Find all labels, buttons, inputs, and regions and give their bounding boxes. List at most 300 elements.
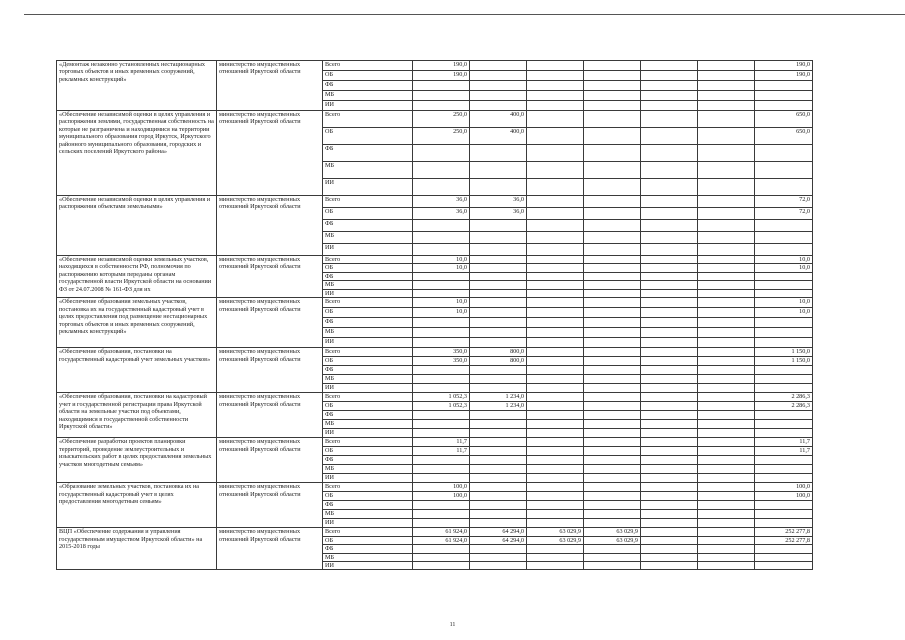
amount-cell [413,411,470,420]
amount-cell [641,375,698,384]
total-amount-cell [755,318,813,328]
amount-cell: 250,0 [413,111,470,128]
total-amount-cell [755,281,813,289]
amount-cell: 61 924,0 [413,536,470,544]
amount-cell [698,492,755,501]
amount-cell [527,553,584,561]
total-amount-cell [755,519,813,528]
amount-cell: 800,0 [470,357,527,366]
funding-source-cell: ИИ [323,474,413,483]
funding-source-cell: ОБ [323,264,413,272]
amount-cell [641,256,698,264]
amount-cell: 36,0 [470,196,527,208]
amount-cell [470,456,527,465]
amount-cell [641,232,698,244]
table-row [57,298,813,308]
amount-cell [698,220,755,232]
amount-cell [527,244,584,256]
amount-cell [641,91,698,101]
amount-cell [527,429,584,438]
amount-cell [641,447,698,456]
amount-cell [584,145,641,162]
total-amount-cell [755,375,813,384]
amount-cell [470,474,527,483]
funding-source-cell: ФБ [323,545,413,553]
amount-cell [698,162,755,179]
funding-source-cell: Всего [323,298,413,308]
amount-cell [413,429,470,438]
amount-cell [698,308,755,318]
amount-cell: 1 234,0 [470,393,527,402]
amount-cell [527,474,584,483]
amount-cell [698,528,755,536]
amount-cell [641,553,698,561]
responsible-executor-cell: министерство имущественных отношений Иркутской области [217,111,323,196]
amount-cell [413,272,470,280]
amount-cell [698,384,755,393]
amount-cell [641,465,698,474]
funding-source-cell: ФБ [323,366,413,375]
funding-source-cell: ФБ [323,318,413,328]
total-amount-cell [755,145,813,162]
total-amount-cell: 11,7 [755,447,813,456]
amount-cell [584,71,641,81]
amount-cell [641,328,698,338]
amount-cell [641,474,698,483]
amount-cell [584,91,641,101]
funding-source-cell: ИИ [323,179,413,196]
amount-cell [470,492,527,501]
table-row [57,528,813,536]
budget-table [56,60,813,570]
amount-cell [470,145,527,162]
amount-cell [584,411,641,420]
amount-cell [641,528,698,536]
responsible-executor-cell: министерство имущественных отношений Иркутской области [217,528,323,570]
amount-cell [641,81,698,91]
amount-cell: 64 294,0 [470,528,527,536]
amount-cell [698,545,755,553]
amount-cell [470,281,527,289]
amount-cell [641,308,698,318]
amount-cell [413,338,470,348]
total-amount-cell: 252 277,8 [755,536,813,544]
amount-cell [641,384,698,393]
amount-cell [413,545,470,553]
amount-cell [584,456,641,465]
amount-cell [641,61,698,71]
table-row [57,348,813,357]
amount-cell [527,420,584,429]
amount-cell [584,465,641,474]
amount-cell [413,384,470,393]
amount-cell: 10,0 [413,298,470,308]
amount-cell [698,208,755,220]
activity-name-cell: «Образование земельных участков, постановка их на государственный кадастровый учет в целях предоставления многодетным семьям» [57,483,217,528]
amount-cell: 11,7 [413,447,470,456]
amount-cell [584,357,641,366]
funding-source-cell: ФБ [323,81,413,91]
funding-source-cell: ОБ [323,71,413,81]
amount-cell: 63 029,9 [584,536,641,544]
total-amount-cell: 1 150,0 [755,357,813,366]
total-amount-cell [755,328,813,338]
amount-cell [584,402,641,411]
amount-cell [470,61,527,71]
amount-cell [584,264,641,272]
activity-name-cell: «Обеспечение независимой оценки в целях управления и распоряжения землями, государственная собственность на которые не разграничена и находящимися на территории муниципального образования город Иркутск, Иркутского районного муниципального образования, городских и сельских поселений Иркутского района» [57,111,217,196]
amount-cell [641,510,698,519]
amount-cell [698,298,755,308]
funding-source-cell: Всего [323,256,413,264]
amount-cell [698,348,755,357]
amount-cell: 64 294,0 [470,536,527,544]
amount-cell [698,91,755,101]
amount-cell [698,272,755,280]
amount-cell [413,145,470,162]
amount-cell [584,232,641,244]
amount-cell [584,510,641,519]
amount-cell [470,384,527,393]
amount-cell [641,438,698,447]
amount-cell [527,61,584,71]
amount-cell [470,561,527,569]
amount-cell [527,545,584,553]
total-amount-cell [755,179,813,196]
page-number: 11 [449,622,456,628]
amount-cell [470,411,527,420]
amount-cell [698,510,755,519]
amount-cell [527,328,584,338]
amount-cell: 10,0 [413,308,470,318]
amount-cell [527,264,584,272]
total-amount-cell: 100,0 [755,483,813,492]
funding-source-cell: Всего [323,61,413,71]
amount-cell [641,402,698,411]
total-amount-cell: 10,0 [755,298,813,308]
amount-cell [641,244,698,256]
amount-cell [527,91,584,101]
activity-name-cell: «Обеспечение разработки проектов планировки территорий, проведение землеустроительных и изыскательских работ в целях предоставления земельных участков многодетным семьям» [57,438,217,483]
amount-cell [584,289,641,297]
amount-cell [641,483,698,492]
amount-cell [470,71,527,81]
amount-cell [470,553,527,561]
amount-cell [413,179,470,196]
amount-cell [527,338,584,348]
amount-cell: 190,0 [413,71,470,81]
amount-cell [470,338,527,348]
amount-cell [470,366,527,375]
amount-cell [413,162,470,179]
amount-cell [413,553,470,561]
amount-cell [641,128,698,145]
total-amount-cell [755,162,813,179]
total-amount-cell [755,545,813,553]
amount-cell [698,81,755,91]
amount-cell [527,402,584,411]
funding-source-cell: ИИ [323,289,413,297]
amount-cell [698,289,755,297]
amount-cell: 800,0 [470,348,527,357]
amount-cell [698,447,755,456]
amount-cell [527,196,584,208]
amount-cell [527,208,584,220]
amount-cell: 1 234,0 [470,402,527,411]
amount-cell [527,510,584,519]
amount-cell [641,289,698,297]
amount-cell [641,501,698,510]
total-amount-cell: 10,0 [755,308,813,318]
amount-cell [584,220,641,232]
amount-cell [527,561,584,569]
funding-source-cell: МБ [323,465,413,474]
amount-cell: 61 924,0 [413,528,470,536]
amount-cell [527,289,584,297]
funding-source-cell: Всего [323,111,413,128]
amount-cell [641,338,698,348]
amount-cell: 190,0 [413,61,470,71]
activity-name-cell: «Обеспечение образования, постановки на кадастровый учет и государственной регистрации права Иркутской области на земельные участки под объектами, находящимися в государственной собственности Иркутской области» [57,393,217,438]
amount-cell [470,519,527,528]
total-amount-cell: 10,0 [755,264,813,272]
amount-cell [584,375,641,384]
funding-source-cell: Всего [323,348,413,357]
amount-cell [584,438,641,447]
amount-cell [527,393,584,402]
responsible-executor-cell: министерство имущественных отношений Иркутской области [217,348,323,393]
amount-cell [641,281,698,289]
amount-cell [641,357,698,366]
funding-source-cell: ИИ [323,561,413,569]
table-row [57,483,813,492]
amount-cell [413,510,470,519]
amount-cell: 1 052,3 [413,402,470,411]
total-amount-cell: 100,0 [755,492,813,501]
total-amount-cell [755,289,813,297]
funding-source-cell: ИИ [323,244,413,256]
table-row [57,393,813,402]
total-amount-cell: 190,0 [755,61,813,71]
total-amount-cell [755,91,813,101]
total-amount-cell: 190,0 [755,71,813,81]
amount-cell: 11,7 [413,438,470,447]
amount-cell [527,483,584,492]
amount-cell [470,179,527,196]
activity-name-cell: «Обеспечение образования земельных участков, постановка их на государственный кадастровый учет в целях предоставления под размещение нестационарных торговых объектов и иных временных сооружений, рекламных конструкций» [57,298,217,348]
amount-cell [470,375,527,384]
amount-cell [641,411,698,420]
funding-source-cell: МБ [323,162,413,179]
funding-source-cell: ФБ [323,272,413,280]
amount-cell [641,145,698,162]
amount-cell [413,456,470,465]
amount-cell [584,281,641,289]
amount-cell [584,447,641,456]
amount-cell [641,272,698,280]
total-amount-cell: 2 286,3 [755,393,813,402]
amount-cell [527,465,584,474]
amount-cell [527,220,584,232]
total-amount-cell [755,384,813,393]
amount-cell [413,232,470,244]
amount-cell [698,101,755,111]
amount-cell [470,318,527,328]
funding-source-cell: ИИ [323,384,413,393]
responsible-executor-cell: министерство имущественных отношений Иркутской области [217,256,323,298]
amount-cell [698,232,755,244]
amount-cell: 36,0 [413,196,470,208]
amount-cell [527,492,584,501]
amount-cell [698,465,755,474]
total-amount-cell: 72,0 [755,208,813,220]
amount-cell [413,101,470,111]
amount-cell [470,429,527,438]
total-amount-cell: 11,7 [755,438,813,447]
amount-cell [641,101,698,111]
amount-cell [470,420,527,429]
total-amount-cell: 2 286,3 [755,402,813,411]
amount-cell [698,519,755,528]
amount-cell [527,501,584,510]
amount-cell [470,162,527,179]
amount-cell [641,196,698,208]
funding-source-cell: МБ [323,510,413,519]
table-row [57,438,813,447]
amount-cell [470,308,527,318]
amount-cell [527,145,584,162]
responsible-executor-cell: министерство имущественных отношений Иркутской области [217,393,323,438]
amount-cell [698,456,755,465]
amount-cell [470,289,527,297]
amount-cell [413,244,470,256]
amount-cell [584,545,641,553]
amount-cell [413,318,470,328]
funding-source-cell: ИИ [323,429,413,438]
amount-cell [641,208,698,220]
funding-source-cell: ФБ [323,411,413,420]
funding-source-cell: МБ [323,375,413,384]
amount-cell [527,357,584,366]
amount-cell [584,348,641,357]
amount-cell [527,375,584,384]
amount-cell [413,465,470,474]
amount-cell [641,492,698,501]
amount-cell [698,145,755,162]
amount-cell [527,111,584,128]
amount-cell [641,456,698,465]
amount-cell [641,220,698,232]
funding-source-cell: МБ [323,281,413,289]
amount-cell [470,298,527,308]
amount-cell [584,501,641,510]
amount-cell [470,438,527,447]
amount-cell [470,545,527,553]
amount-cell: 350,0 [413,357,470,366]
amount-cell [584,553,641,561]
funding-source-cell: Всего [323,196,413,208]
total-amount-cell: 1 150,0 [755,348,813,357]
amount-cell [584,429,641,438]
amount-cell [413,375,470,384]
amount-cell [698,357,755,366]
amount-cell [527,411,584,420]
funding-source-cell: ОБ [323,402,413,411]
funding-source-cell: Всего [323,438,413,447]
amount-cell [584,179,641,196]
amount-cell [584,196,641,208]
amount-cell [584,393,641,402]
amount-cell [698,179,755,196]
amount-cell [698,244,755,256]
table-row [57,111,813,128]
table-row [57,61,813,71]
amount-cell [698,393,755,402]
amount-cell [698,281,755,289]
amount-cell [584,318,641,328]
amount-cell [413,501,470,510]
amount-cell [527,179,584,196]
amount-cell: 36,0 [470,208,527,220]
total-amount-cell [755,411,813,420]
amount-cell [641,429,698,438]
amount-cell [698,501,755,510]
amount-cell [641,179,698,196]
total-amount-cell [755,220,813,232]
amount-cell [527,162,584,179]
amount-cell [584,81,641,91]
amount-cell: 100,0 [413,483,470,492]
funding-source-cell: ОБ [323,447,413,456]
amount-cell [413,91,470,101]
funding-source-cell: Всего [323,393,413,402]
funding-source-cell: ОБ [323,357,413,366]
amount-cell [641,545,698,553]
amount-cell [413,328,470,338]
amount-cell [641,111,698,128]
amount-cell [470,328,527,338]
amount-cell [527,298,584,308]
amount-cell [584,208,641,220]
amount-cell [641,536,698,544]
funding-source-cell: МБ [323,91,413,101]
amount-cell: 10,0 [413,264,470,272]
amount-cell [527,232,584,244]
total-amount-cell: 650,0 [755,111,813,128]
total-amount-cell [755,272,813,280]
amount-cell [470,232,527,244]
amount-cell [470,244,527,256]
amount-cell [641,264,698,272]
funding-source-cell: МБ [323,553,413,561]
activity-name-cell: «Демонтаж незаконно установленных нестационарных торговых объектов и иных временных сооружений, рекламных конструкций» [57,61,217,111]
amount-cell [698,429,755,438]
responsible-executor-cell: министерство имущественных отношений Иркутской области [217,196,323,256]
amount-cell [527,272,584,280]
amount-cell [584,474,641,483]
total-amount-cell [755,420,813,429]
amount-cell: 350,0 [413,348,470,357]
funding-source-cell: МБ [323,328,413,338]
amount-cell [584,244,641,256]
amount-cell [584,162,641,179]
responsible-executor-cell: министерство имущественных отношений Иркутской области [217,298,323,348]
total-amount-cell [755,429,813,438]
responsible-executor-cell: министерство имущественных отношений Иркутской области [217,483,323,528]
amount-cell [698,483,755,492]
amount-cell [698,71,755,81]
total-amount-cell [755,501,813,510]
